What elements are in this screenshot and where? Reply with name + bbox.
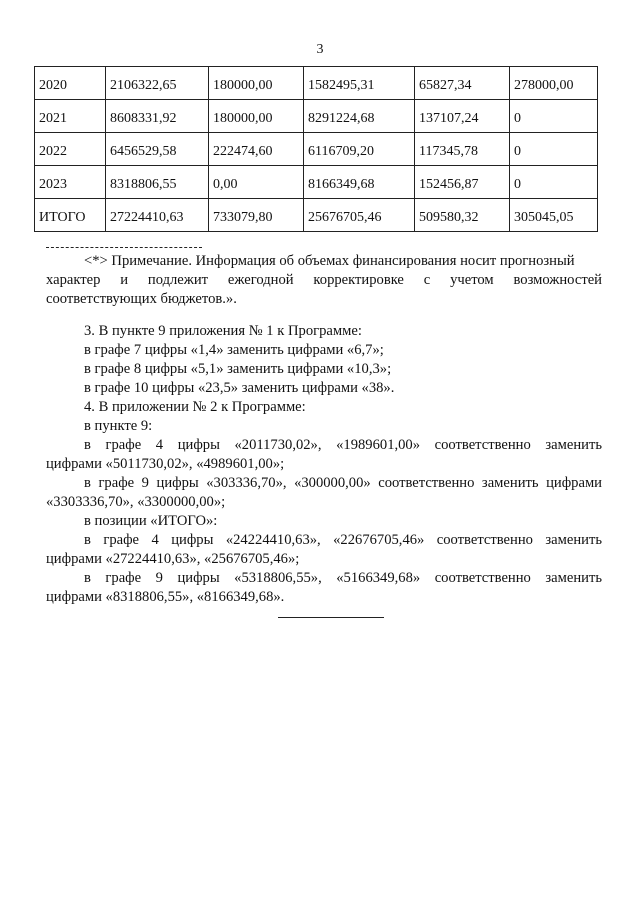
financing-table [34, 66, 598, 232]
amendment-line: в позиции «ИТОГО»: [84, 513, 218, 529]
table-cell-year: 2023 [35, 166, 106, 199]
footnote-separator [46, 247, 202, 248]
page-number: 3 [316, 42, 324, 57]
table-cell: 8291224,68 [304, 100, 415, 133]
amendment-line: в графе 10 цифры «23,5» заменить цифрами «38». [84, 380, 395, 396]
table-row [35, 133, 598, 166]
table-cell: 0 [510, 100, 598, 133]
table-cell: 180000,00 [209, 100, 304, 133]
table-cell: 222474,60 [209, 133, 304, 166]
amendment-paragraph-line: «3303336,70», «3300000,00»; [46, 494, 226, 510]
amendment-paragraph-line: цифрами «8318806,55», «8166349,68». [46, 589, 285, 605]
table-cell: 8166349,68 [304, 166, 415, 199]
table-cell: 509580,32 [415, 199, 510, 232]
financing-note [46, 252, 602, 309]
amendment-paragraph-line: в графе 4 цифры «24224410,63», «22676705,46» соответственно заменить [84, 532, 602, 548]
end-separator [278, 617, 384, 618]
table-cell: 65827,34 [415, 67, 510, 100]
table-row [35, 199, 598, 232]
table-cell: 8608331,92 [106, 100, 209, 133]
amendment-paragraph-line: цифрами «5011730,02», «4989601,00»; [46, 456, 285, 472]
table-cell: 2106322,65 [106, 67, 209, 100]
amendments [46, 322, 602, 607]
note-line: соответствующих бюджетов.». [46, 291, 237, 307]
table-cell: 733079,80 [209, 199, 304, 232]
table-cell: 117345,78 [415, 133, 510, 166]
table-cell: 6456529,58 [106, 133, 209, 166]
amendment-paragraph-line: цифрами «27224410,63», «25676705,46»; [46, 551, 300, 567]
amendment-line: в графе 8 цифры «5,1» заменить цифрами «10,3»; [84, 361, 392, 377]
table-row [35, 166, 598, 199]
amendment-line: в графе 7 цифры «1,4» заменить цифрами «6,7»; [84, 342, 384, 358]
table-row [35, 67, 598, 100]
table-cell-year: 2020 [35, 67, 106, 100]
amendment-paragraph-line: в графе 4 цифры «2011730,02», «1989601,00» соответственно заменить [84, 437, 602, 453]
table-cell: 0 [510, 133, 598, 166]
amendment-paragraph-line: в графе 9 цифры «5318806,55», «5166349,68» соответственно заменить [84, 570, 602, 586]
table-cell: 0,00 [209, 166, 304, 199]
table-cell: 6116709,20 [304, 133, 415, 166]
table-cell: 1582495,31 [304, 67, 415, 100]
table-cell: 180000,00 [209, 67, 304, 100]
table-cell-year: 2021 [35, 100, 106, 133]
table-cell: 8318806,55 [106, 166, 209, 199]
table-cell: 278000,00 [510, 67, 598, 100]
table-cell-year: ИТОГО [35, 199, 106, 232]
amendment-item-4: 4. В приложении № 2 к Программе: [84, 399, 306, 415]
note-line: <*> Примечание. Информация об объемах финансирования носит прогнозный [84, 253, 575, 269]
table-cell-year: 2022 [35, 133, 106, 166]
table-cell: 0 [510, 166, 598, 199]
amendment-paragraph-line: в графе 9 цифры «303336,70», «300000,00» соответственно заменить цифрами [84, 475, 602, 491]
table-cell: 152456,87 [415, 166, 510, 199]
table-cell: 27224410,63 [106, 199, 209, 232]
note-line: характер и подлежит ежегодной корректировке с учетом возможностей [46, 272, 602, 288]
amendment-item-3: 3. В пункте 9 приложения № 1 к Программе: [84, 323, 362, 339]
table-cell: 137107,24 [415, 100, 510, 133]
table-cell: 25676705,46 [304, 199, 415, 232]
amendment-line: в пункте 9: [84, 418, 153, 434]
table-row [35, 100, 598, 133]
table-cell: 305045,05 [510, 199, 598, 232]
